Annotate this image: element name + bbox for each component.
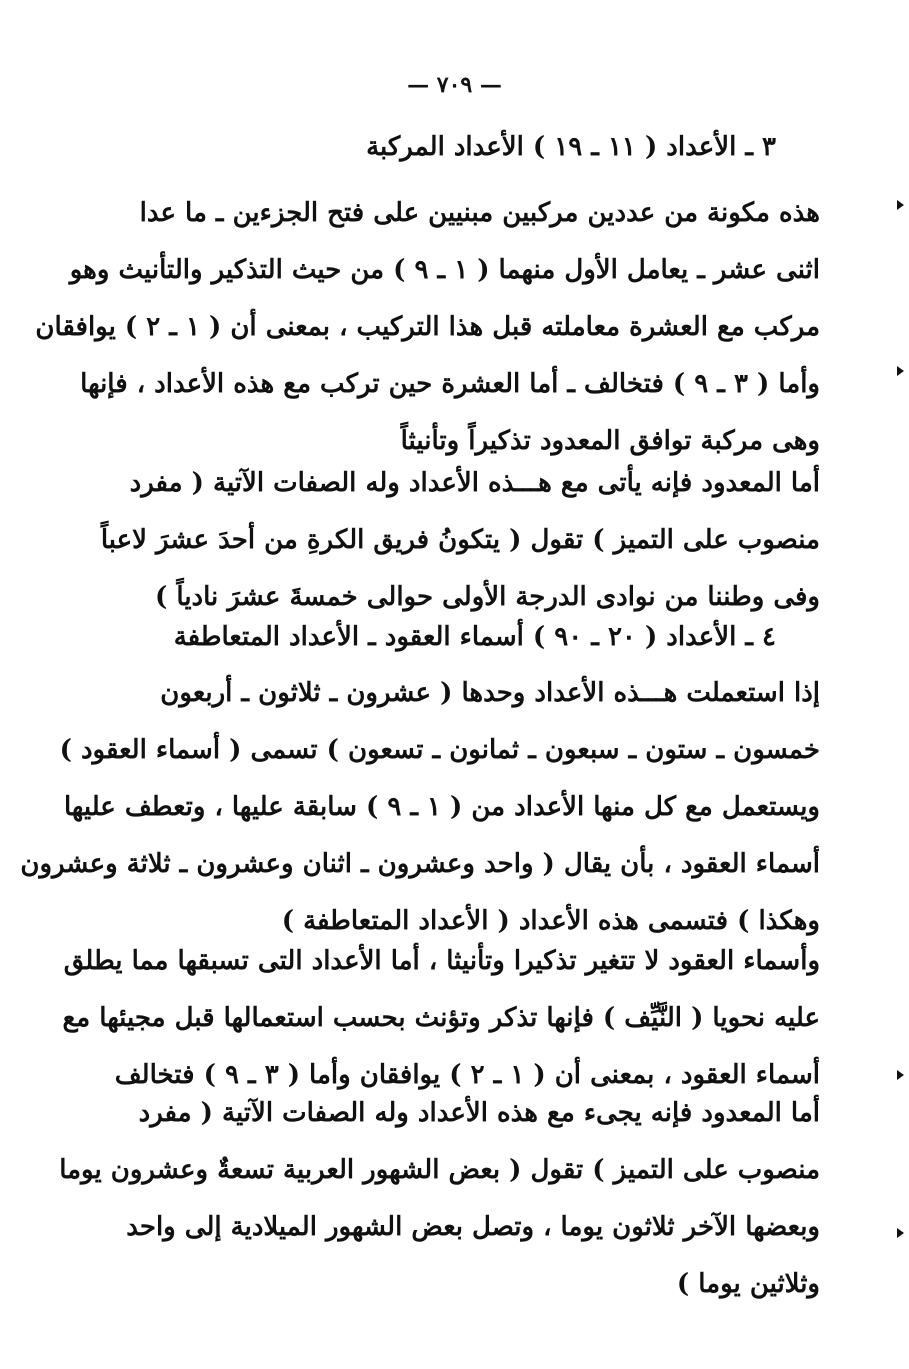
section-4-heading: ٤ ـ الأعداد ( ٢٠ ـ ٩٠ ) أسماء العقود ـ الأعداد المتعاطفة — [173, 622, 776, 652]
text-line: وأسماء العقود لا تتغير تذكيرا وتأنيثا ، أما الأعداد التى تسبقها مما يطلق — [63, 946, 820, 976]
text-line: عليه نحويا ( النَّيِّف ) فإنها تذكر وتؤنث بحسب استعمالها قبل مجيئها مع — [62, 1003, 820, 1033]
text-line: وثلاثين يوما ) — [676, 1269, 820, 1299]
text-line: أما المعدود فإنه يجىء مع هذه الأعداد وله الصفات الآتية ( مفرد — [138, 1098, 820, 1128]
section-3-paragraph-2 — [100, 455, 820, 626]
text-line: وفى وطننا من نوادى الدرجة الأولى حوالى خمسةَ عشرَ نادياً ) — [155, 582, 820, 612]
text-line: وأما ( ٣ ـ ٩ ) فتخالف ـ أما العشرة حين تركب مع هذه الأعداد ، فإنها — [80, 369, 820, 399]
text-line: مركب مع العشرة معاملته قبل هذا التركيب ، بمعنى أن ( ١ ـ ٢ ) يوافقان — [35, 312, 820, 342]
section-3-paragraph-1 — [35, 185, 820, 470]
text-line: هذه مكونة من عددين مركبين مبنيين على فتح الجزءين ـ ما عدا — [139, 198, 820, 228]
text-line: وبعضها الآخر ثلاثون يوما ، وتصل بعض الشهور الميلادية إلى واحد — [126, 1212, 820, 1242]
margin-mark — [897, 366, 904, 376]
section-4-paragraph-1 — [20, 665, 820, 950]
text-line: وهكذا ) فتسمى هذه الأعداد ( الأعداد المتعاطفة ) — [281, 906, 820, 936]
text-line: منصوب على التميز ) تقول ( بعض الشهور العربية تسعةٌ وعشرون يوما — [59, 1155, 820, 1185]
text-line: خمسون ـ ستون ـ سبعون ـ ثمانون ـ تسعون ) تسمى ( أسماء العقود ) — [59, 735, 820, 765]
margin-mark — [897, 1070, 904, 1080]
text-line: منصوب على التميز ) تقول ( يتكونُ فريق الكرةِ من أحدَ عشرَ لاعباً — [100, 525, 820, 555]
margin-mark — [897, 1228, 904, 1238]
section-4-paragraph-3 — [59, 1085, 820, 1313]
text-line: ويستعمل مع كل منها الأعداد من ( ١ ـ ٩ ) سابقة عليها ، وتعطف عليها — [63, 792, 820, 822]
text-line: اثنى عشر ـ يعامل الأول منهما ( ١ ـ ٩ ) من حيث التذكير والتأنيث وهو — [69, 255, 820, 285]
text-line: أما المعدود فإنه يأتى مع هـــذه الأعداد وله الصفات الآتية ( مفرد — [129, 468, 820, 498]
text-line: إذا استعملت هـــذه الأعداد وحدها ( عشرون ـ ثلاثون ـ أربعون — [160, 678, 820, 708]
text-line: وهى مركبة توافق المعدود تذكيراً وتأنيثاً — [400, 426, 820, 456]
text-line: أسماء العقود ، بأن يقال ( واحد وعشرون ـ اثنان وعشرون ـ ثلاثة وعشرون — [20, 849, 820, 879]
section-3-heading: ٣ ـ الأعداد ( ١١ ـ ١٩ ) الأعداد المركبة — [366, 132, 776, 162]
page-number: — ٧٠٩ — — [407, 72, 502, 98]
margin-mark — [897, 200, 904, 210]
text-line: أسماء العقود ، بمعنى أن ( ١ ـ ٢ ) يوافقان وأما ( ٣ ـ ٩ ) فتخالف — [114, 1060, 820, 1090]
section-4-paragraph-2 — [62, 933, 820, 1104]
